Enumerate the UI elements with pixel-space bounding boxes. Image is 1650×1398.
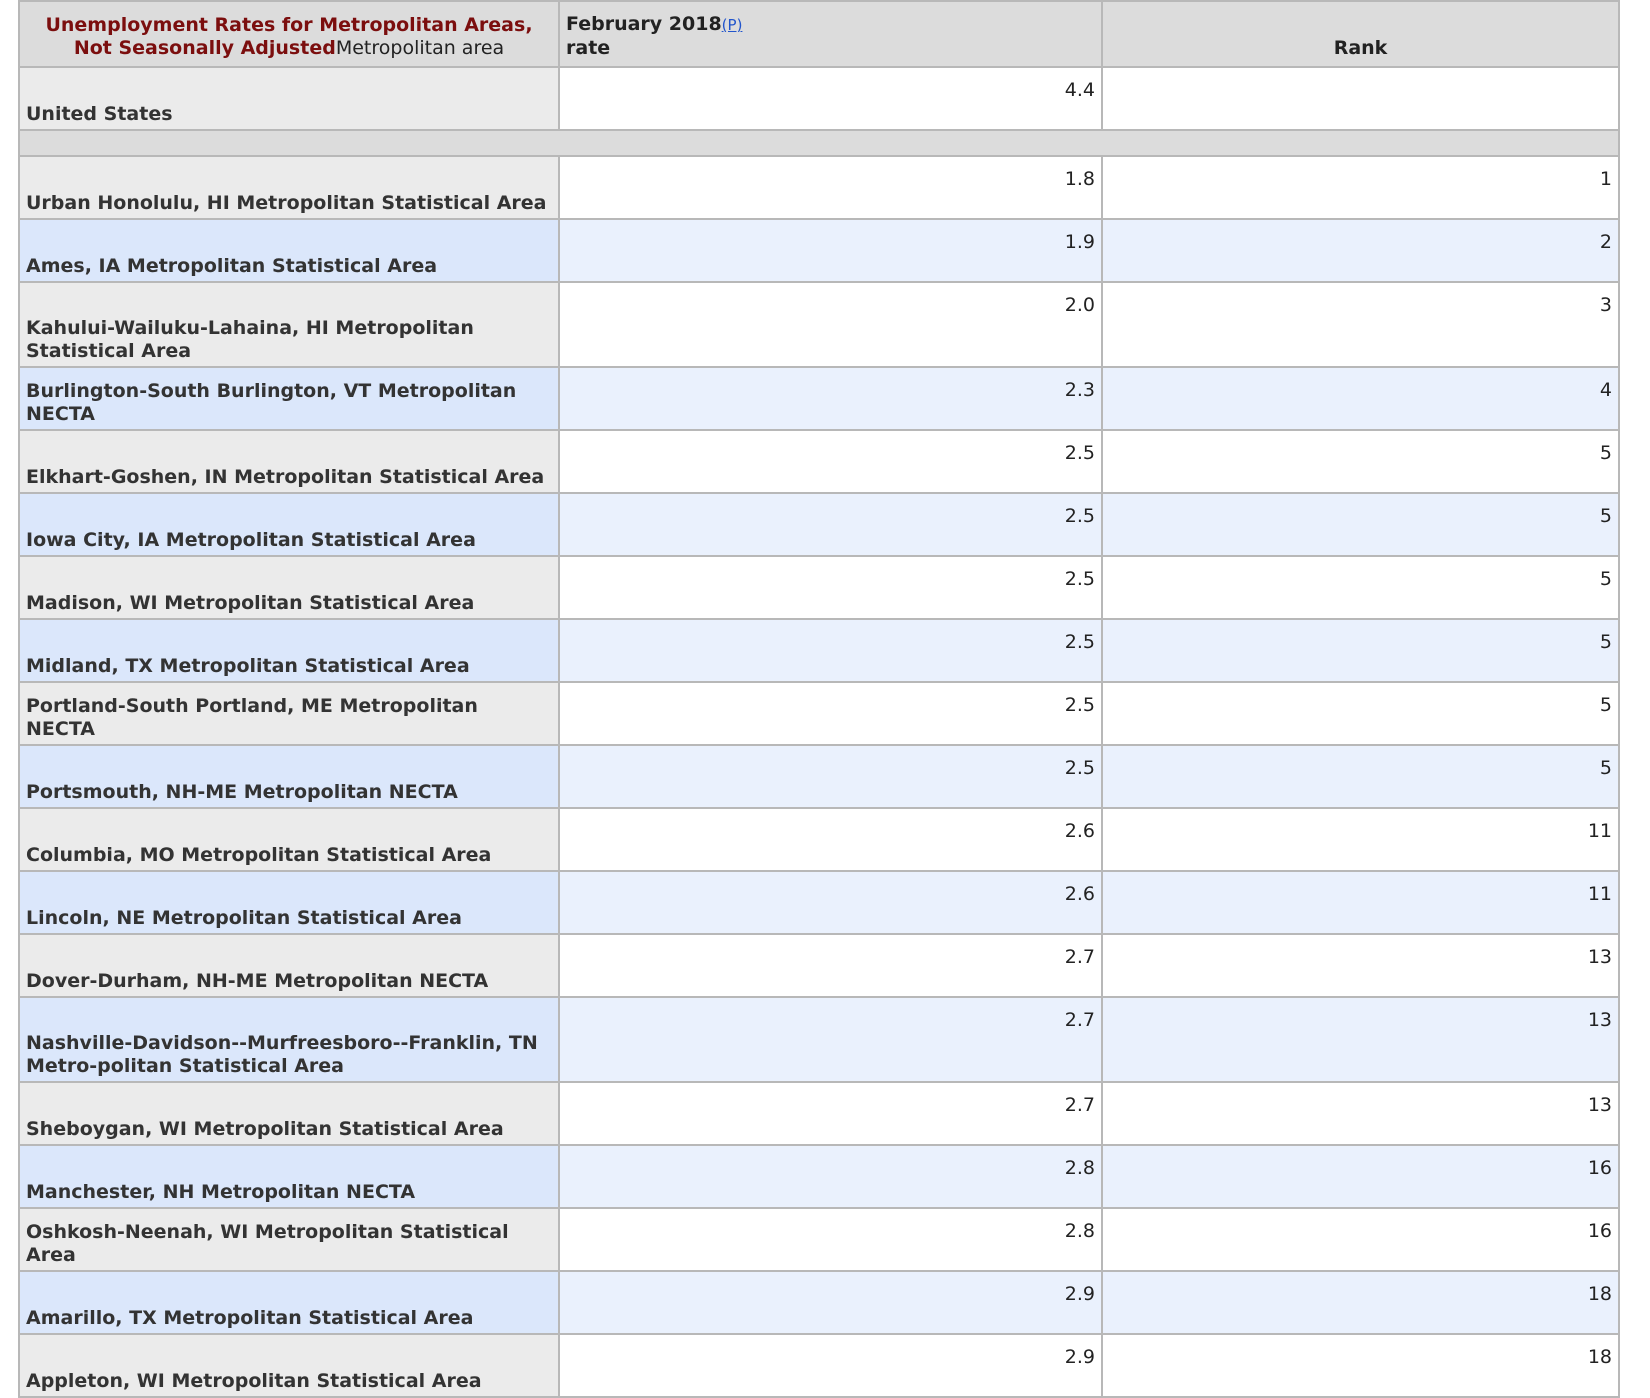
rate-cell: 2.5: [560, 746, 1101, 807]
rank-cell: 5: [1103, 683, 1618, 744]
rate-cell: 2.5: [560, 683, 1101, 744]
rank-cell: 5: [1103, 746, 1618, 807]
table-row: [20, 220, 1618, 281]
area-cell: Madison, WI Metropolitan Statistical Area: [20, 557, 558, 618]
rank-cell: 11: [1103, 872, 1618, 933]
us-row: [20, 68, 1618, 129]
rate-cell: 2.7: [560, 1083, 1101, 1144]
rank-cell: 13: [1103, 935, 1618, 996]
rate-column-header: [560, 2, 1101, 66]
rank-cell: 18: [1103, 1335, 1618, 1396]
rate-cell: 2.6: [560, 872, 1101, 933]
rank-cell: 5: [1103, 494, 1618, 555]
rank-column-header: Rank: [1103, 2, 1618, 66]
rate-cell: 2.9: [560, 1272, 1101, 1333]
area-cell: Dover-Durham, NH-ME Metropolitan NECTA: [20, 935, 558, 996]
rank-cell: 18: [1103, 1272, 1618, 1333]
area-cell: Elkhart-Goshen, IN Metropolitan Statistical Area: [20, 431, 558, 492]
table-row: [20, 1335, 1618, 1396]
table-row: [20, 620, 1618, 681]
table-row: [20, 1209, 1618, 1270]
rate-cell: 2.8: [560, 1209, 1101, 1270]
rank-cell: 4: [1103, 368, 1618, 429]
rate-cell: 2.5: [560, 431, 1101, 492]
area-cell: Burlington-South Burlington, VT Metropolitan NECTA: [20, 368, 558, 429]
area-cell: Columbia, MO Metropolitan Statistical Area: [20, 809, 558, 870]
rank-cell: 5: [1103, 557, 1618, 618]
rate-cell: 2.5: [560, 557, 1101, 618]
area-cell: United States: [20, 68, 558, 129]
rate-cell: 2.6: [560, 809, 1101, 870]
rank-cell: 16: [1103, 1209, 1618, 1270]
rate-cell: 2.3: [560, 368, 1101, 429]
table-row: [20, 998, 1618, 1081]
area-cell: Oshkosh-Neenah, WI Metropolitan Statistical Area: [20, 1209, 558, 1270]
header-row: [20, 2, 1618, 66]
rank-cell: 5: [1103, 431, 1618, 492]
area-cell: Midland, TX Metropolitan Statistical Area: [20, 620, 558, 681]
rank-cell: 13: [1103, 1083, 1618, 1144]
area-cell: Kahului-Wailuku-Lahaina, HI Metropolitan Statistical Area: [20, 283, 558, 366]
rate-cell: 1.8: [560, 157, 1101, 218]
rate-cell: 1.9: [560, 220, 1101, 281]
table-row: [20, 283, 1618, 366]
area-cell: Appleton, WI Metropolitan Statistical Area: [20, 1335, 558, 1396]
table-row: [20, 431, 1618, 492]
rank-cell: 11: [1103, 809, 1618, 870]
rate-cell: 2.7: [560, 935, 1101, 996]
table-row: [20, 746, 1618, 807]
rate-cell: 2.5: [560, 620, 1101, 681]
rank-cell: [1103, 68, 1618, 129]
area-column-header: [20, 2, 558, 66]
rate-cell: 2.8: [560, 1146, 1101, 1207]
table-row: [20, 1146, 1618, 1207]
area-cell: Iowa City, IA Metropolitan Statistical Area: [20, 494, 558, 555]
table-row: [20, 494, 1618, 555]
area-cell: Urban Honolulu, HI Metropolitan Statistical Area: [20, 157, 558, 218]
rate-cell: 4.4: [560, 68, 1101, 129]
area-cell: Sheboygan, WI Metropolitan Statistical Area: [20, 1083, 558, 1144]
rank-cell: 5: [1103, 620, 1618, 681]
area-cell: Amarillo, TX Metropolitan Statistical Area: [20, 1272, 558, 1333]
table-row: [20, 935, 1618, 996]
separator-row: [20, 131, 1618, 155]
area-cell: Lincoln, NE Metropolitan Statistical Area: [20, 872, 558, 933]
table-row: [20, 872, 1618, 933]
rate-header-period: February 2018: [566, 13, 722, 35]
table-row: [20, 157, 1618, 218]
rank-cell: 1: [1103, 157, 1618, 218]
table-row: [20, 1272, 1618, 1333]
area-cell: Ames, IA Metropolitan Statistical Area: [20, 220, 558, 281]
table-row: [20, 683, 1618, 744]
area-cell: Portland-South Portland, ME Metropolitan NECTA: [20, 683, 558, 744]
table-row: [20, 557, 1618, 618]
table-caption: Unemployment Rates for Metropolitan Areas, Not Seasonally Adjusted: [45, 14, 533, 59]
area-cell: Manchester, NH Metropolitan NECTA: [20, 1146, 558, 1207]
table-row: [20, 368, 1618, 429]
table-row: [20, 809, 1618, 870]
rate-cell: 2.5: [560, 494, 1101, 555]
rate-cell: 2.9: [560, 1335, 1101, 1396]
area-cell: Nashville-Davidson--Murfreesboro--Franklin, TN Metro-politan Statistical Area: [20, 998, 558, 1081]
rate-header-label: rate: [566, 37, 611, 59]
unemployment-table: [18, 0, 1620, 1398]
separator-cell: [20, 131, 1618, 155]
rate-cell: 2.7: [560, 998, 1101, 1081]
rank-cell: 3: [1103, 283, 1618, 366]
rate-cell: 2.0: [560, 283, 1101, 366]
area-header-label: Metropolitan area: [335, 37, 505, 59]
rank-cell: 16: [1103, 1146, 1618, 1207]
preliminary-footnote-link[interactable]: (P): [721, 16, 743, 34]
rank-cell: 2: [1103, 220, 1618, 281]
area-cell: Portsmouth, NH-ME Metropolitan NECTA: [20, 746, 558, 807]
table-row: [20, 1083, 1618, 1144]
rank-cell: 13: [1103, 998, 1618, 1081]
